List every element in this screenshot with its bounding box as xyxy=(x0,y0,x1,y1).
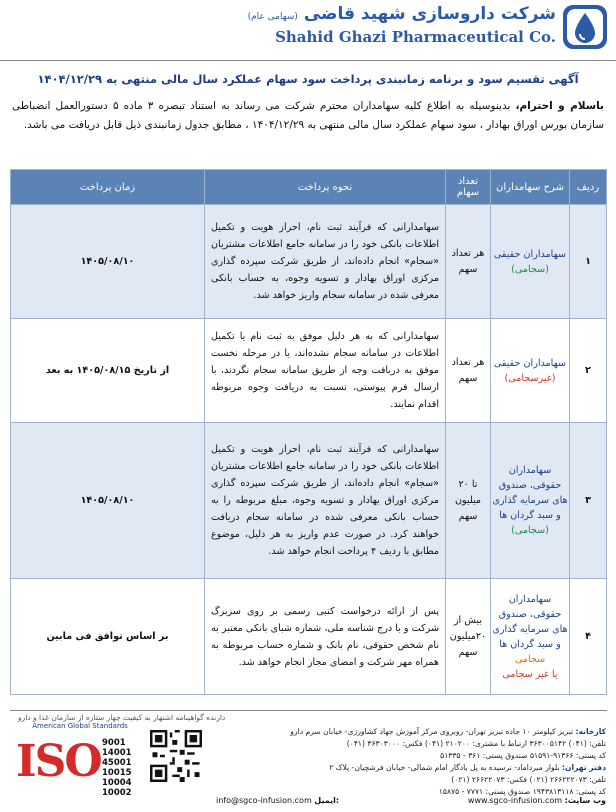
factory-phone: تلفن: (۰۴۱) ۳۶۳۰۰۵۱۴۲ ارتباط با مشتری: ۲۱۰۲۰۰ (۰۴۱) فکس: ۳۶۳۰۳۰۰۰ (۰۴۱) xyxy=(346,739,606,748)
iso-number: 9001 xyxy=(102,738,126,748)
row-zaman: بر اساس توافق فی مابین xyxy=(11,579,205,695)
iso-certification xyxy=(16,722,144,808)
notice-title: آگهی تقسیم سود و برنامه زمانبندی پرداخت سود سهام عملکرد سال مالی منتهی به ۱۴۰۴/۱۲/۲۹ xyxy=(37,72,579,86)
table-row xyxy=(11,319,607,423)
email-label: ایمیل: xyxy=(314,796,340,805)
company-type: (سهامی عام) xyxy=(247,12,298,22)
sharh-sub-b: یا غیر سجامی xyxy=(502,668,558,680)
iso-number: 14001 xyxy=(102,748,132,758)
row-zaman: ۱۴۰۵/۰۸/۱۰ xyxy=(11,205,205,319)
sharh-main: سهامداران حقیقی xyxy=(493,357,567,369)
tehran-address: بلوار میرداماد- نرسیده به پل یادگار امام شمالی- خیابان فرشچیان- پلاک ۲ xyxy=(329,763,560,772)
row-count: بیش از ۲۰میلیون سهم xyxy=(446,579,491,695)
row-num: ۳ xyxy=(570,423,607,579)
sharh-main: سهامداران حقیقی xyxy=(493,248,567,260)
intro-text: بدینوسیله به اطلاع کلیه سهامداران محترم شرکت می رساند به استناد تبصره ۳ ماده ۵ دستورالعمل انضباطی سازمان بورس اوراق بهادار ، سود سهام عملکرد سال مالی منتهی به ۱۴۰۴/۱۲/۲۹ ، مطابق جدول زمانبندی ذیل قابل دریافت می باشد. xyxy=(12,100,604,131)
sharh-sub xyxy=(492,652,568,667)
email-line xyxy=(216,796,339,805)
factory-label: کارخانه: xyxy=(575,727,606,736)
factory-postal: کد پستی: ۹۱۳۶۶-۵۱۵۹۱ صندوق پستی: ۳۶۱ - ۵۱۳۳۵ xyxy=(440,751,606,760)
row-sharh xyxy=(491,579,570,695)
tehran-phone: تلفن: ۲۶۶۲۲۲۰۷۳ (۰۲۱) فکس: ۲۶۶۲۲۰۷۳ (۰۲۱) xyxy=(451,775,606,784)
company-name-en: Shahid Ghazi Pharmaceutical Co. xyxy=(275,28,556,46)
factory-address: تبریز کیلومتر ۱۰ جاده تبریز تهران- روبروی مرکز آموزش جهاد کشاورزی- خیابان سرم دارو xyxy=(290,727,574,736)
table-row xyxy=(11,205,607,319)
header-divider xyxy=(0,60,616,61)
header-num: ردیف xyxy=(570,170,607,205)
sharh-main: سهامداران حقوقی، صندوق های سرمایه گذاری و سبد گردان ها xyxy=(492,465,568,521)
company-name-fa: شرکت داروسازی شهید قاضی (سهامی عام) xyxy=(247,4,556,24)
tehran-label: دفتر تهران: xyxy=(561,763,606,772)
iso-logo: ISO xyxy=(16,736,101,787)
row-zaman: از تاریخ ۱۴۰۵/۰۸/۱۵ به بعد xyxy=(11,319,205,423)
header-count: تعداد سهام xyxy=(446,170,491,205)
iso-standards-label: American Global Standards xyxy=(32,722,128,730)
letterhead xyxy=(0,0,616,56)
website-link[interactable]: www.sgco-infusion.com xyxy=(467,796,563,805)
row-num: ۲ xyxy=(570,319,607,423)
row-num: ۴ xyxy=(570,579,607,695)
header-nahve: نحوه پرداخت xyxy=(205,170,446,205)
iso-number: 10002 xyxy=(102,788,132,798)
tehran-postal: کد پستی: ۱۹۴۳۸۱۳۱۱۸ صندوق پستی: ۷۷۷۱ - ۱۵۸۷۵ xyxy=(438,787,606,796)
email-link[interactable]: info@sgco-infusion.com xyxy=(216,796,312,805)
certificate-note: دارنده گواهینامه اشتهار به کیفیت چهار ستاره از سازمان غذا و دارو xyxy=(18,713,226,722)
sharh-main: سهامداران حقوقی، صندوق های سرمایه گذاری و سبد گردان ها xyxy=(492,593,568,650)
row-count: تا ۲۰ میلیون سهم xyxy=(446,423,491,579)
sharh-sub-a: سجامی xyxy=(514,653,546,665)
notice-intro xyxy=(12,97,604,135)
row-zaman: ۱۴۰۵/۰۸/۱۰ xyxy=(11,423,205,579)
row-sharh xyxy=(491,205,570,319)
header-sharh: شرح سهامداران xyxy=(491,170,570,205)
row-count: هر تعداد سهم xyxy=(446,319,491,423)
row-sharh xyxy=(491,423,570,579)
sharh-sub: (سجامی) xyxy=(511,525,549,536)
sharh-sub: (سجامی) xyxy=(511,263,549,275)
qr-code-icon xyxy=(150,730,202,782)
row-num: ۱ xyxy=(570,205,607,319)
footer-divider xyxy=(10,710,607,711)
table-header-row xyxy=(11,170,607,205)
footer-address xyxy=(276,726,606,798)
dividend-schedule-table xyxy=(10,169,607,695)
iso-number: 10004 xyxy=(102,778,132,788)
row-count: هر تعداد سهم xyxy=(446,205,491,319)
row-sharh xyxy=(491,319,570,423)
row-nahve: پس از ارائه درخواست کتبی رسمی بر روی سربرگ شرکت و با درج شناسه ملی، شماره شبای بانکی معتبر به نام شخص حقوقی، نام بانک و شماره حساب مربوطه به همراه مهر شرکت و امضای مجاز انجام خواهد شد. xyxy=(205,579,446,695)
iso-number: 10015 xyxy=(102,768,132,778)
row-nahve: سهامدارانی که فرآیند ثبت نام، احراز هویت و تکمیل اطلاعات بانکی خود را در سامانه جامع اطلاعات مشتریان «سجام» انجام داده‌اند، از طریق شرکت سپرده گذاری مرکزی اوراق بهادار و تسویه وجوه، مبلغ مربوطه را به حساب بانکی معرفی شده در سامانه سجام دریافت خواهند کرد. در صورت عدم واریز به هر دلیل، موضوع مطابق با ردیف ۴ پرداخت انجام خواهد شد. xyxy=(205,423,446,579)
iso-number: 45001 xyxy=(102,758,132,768)
table-row xyxy=(11,423,607,579)
website-line xyxy=(468,796,606,805)
row-nahve: سهامدارانی که به هر دلیل موفق به ثبت نام یا تکمیل اطلاعات در سامانه سجام نشده‌اند، یا در مرحله نخست موفق به دریافت وجه از طریق سامانه سجام نگردند، با ارسال فرم پیوستی، نسبت به دریافت وجوه مربوطه اقدام نمایند. xyxy=(205,319,446,423)
table-row xyxy=(11,579,607,695)
iso-numbers xyxy=(102,738,132,798)
website-label: وب سایت: xyxy=(564,796,606,805)
sharh-sub: (غیرسجامی) xyxy=(504,372,556,384)
drop-logo-icon xyxy=(562,4,608,50)
header-zaman: زمان پرداخت xyxy=(11,170,205,205)
greeting: باسلام و احترام، xyxy=(515,100,604,112)
row-nahve: سهامدارانی که فرآیند ثبت نام، احراز هویت و تکمیل اطلاعات بانکی خود را در سامانه جامع اطلاعات مشتریان «سجام» انجام داده‌اند، از طریق شرکت سپرده گذاری مرکزی اوراق بهادار و تسویه وجوه، به حساب بانکی معرفی شده در سامانه سجام واریز خواهد شد. xyxy=(205,205,446,319)
